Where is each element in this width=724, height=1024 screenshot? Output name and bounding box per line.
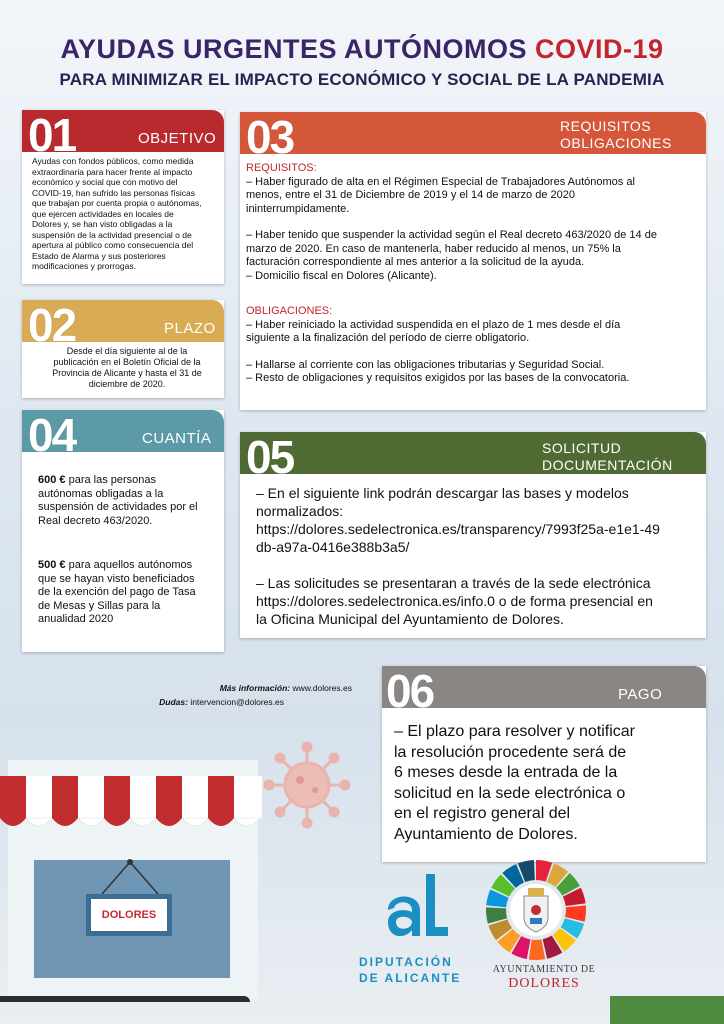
shop-sign-inner xyxy=(91,899,167,931)
shop-sign-text: DOLORES xyxy=(101,909,157,921)
obligaciones-heading: OBLIGACIONES: xyxy=(246,305,333,317)
text-line: que trabajan por cuenta propia o autónomas, xyxy=(32,198,202,208)
card-pago-label: PAGO xyxy=(618,686,663,703)
sign-string-icon xyxy=(90,856,170,896)
text-line: facturación correspondiente al mes anterior a la solicitud de la ayuda. xyxy=(246,256,585,268)
text-line: de Mesas y Sillas para la xyxy=(38,599,161,612)
card-plazo-label: PLAZO xyxy=(164,320,216,337)
card-requisitos-body xyxy=(246,162,700,386)
info-doubts-email[interactable]: intervencion@dolores.es xyxy=(190,697,284,707)
text-line: 6 meses desde la entrada de la xyxy=(394,764,618,781)
text-line: Ayudas con fondos públicos, como medida xyxy=(32,156,194,166)
text-line: suspensión de actividades por el xyxy=(38,501,198,513)
card-solicitud-number: 05 xyxy=(246,431,294,483)
diputacion-line2: DE ALICANTE xyxy=(359,971,462,985)
text-line: Ayuntamiento de Dolores. xyxy=(394,825,578,843)
card-objetivo-label: OBJETIVO xyxy=(138,130,217,147)
card-requisitos-number: 03 xyxy=(246,111,294,163)
ayto-text-line2: DOLORES xyxy=(508,976,580,991)
text-line: – Domicilio fiscal en Dolores (Alicante). xyxy=(246,269,437,282)
label-line: SOLICITUD xyxy=(542,440,622,456)
text-line: – Haber tenido que suspender la actividad según el Real decreto 463/2020 de 14 de xyxy=(246,229,657,241)
ayto-text-line1: AYUNTAMIENTO DE xyxy=(492,964,596,975)
text-line: anualidad 2020 xyxy=(38,613,114,625)
sdg-wheel-icon xyxy=(484,858,588,962)
text-line: diciembre de 2020. xyxy=(88,379,166,389)
text-line: económico y social que con motivo del xyxy=(32,177,178,187)
label-line: DOCUMENTACIÓN xyxy=(542,457,673,473)
text-line: autónomas obligadas a la xyxy=(38,487,164,500)
link-line[interactable]: https://dolores.sedelectronica.es/info.0 o de forma presencial en xyxy=(256,593,653,609)
link-line[interactable]: db-a97a-0416e388b3a5/ xyxy=(256,539,410,555)
card-plazo xyxy=(22,300,224,398)
card-solicitud-label xyxy=(542,440,673,474)
text-line: solicitud en la sede electrónica o xyxy=(394,784,626,802)
text-line: – Hallarse al corriente con las obligaciones tributarias y Seguridad Social. xyxy=(246,358,605,371)
text-line: – Las solicitudes se presentaran a través de la sede electrónica xyxy=(256,575,651,591)
text-line: – Haber reiniciado la actividad suspendida en el plazo de 1 mes desde el día xyxy=(246,318,621,331)
amount-500: 500 € xyxy=(38,559,66,571)
text-line: Desde el día siguiente al de la xyxy=(66,346,188,356)
text-line: normalizados: xyxy=(256,503,344,519)
card-requisitos xyxy=(240,112,706,410)
text-line: en el registro general del xyxy=(394,805,571,822)
text-line: – El plazo para resolver y notificar xyxy=(394,723,635,740)
text-line: apertura al público como consecuencia del xyxy=(32,240,194,250)
footer-dark-bar xyxy=(0,996,250,1002)
text-line: ininterrumpidamente. xyxy=(246,202,350,215)
shop-illustration xyxy=(0,760,262,1000)
card-requisitos-label xyxy=(560,118,672,152)
ayuntamiento-logo xyxy=(476,858,606,994)
shop-awning-icon xyxy=(0,776,262,836)
text-line: modificaciones y prorrogas. xyxy=(32,261,136,271)
requisitos-heading: REQUISITOS: xyxy=(246,162,317,174)
title-covid: COVID-19 xyxy=(535,34,664,64)
sdg-segment xyxy=(529,939,545,960)
shop-sign xyxy=(86,894,172,936)
card-objetivo xyxy=(22,110,224,284)
text-line: – En el siguiente link podrán descargar las bases y modelos xyxy=(256,485,629,501)
amount-600: 600 € xyxy=(38,474,66,486)
text-line: la Oficina Municipal del Ayuntamiento de Dolores. xyxy=(256,611,564,627)
text-line: COVID-19, han sufrido las personas físicas xyxy=(32,187,195,198)
text-line: de la exención del pago de Tasa xyxy=(38,586,196,598)
card-plazo-number: 02 xyxy=(28,299,76,351)
text-line: – Resto de obligaciones y requisitos exigidos por las bases de la convocatoria. xyxy=(246,372,630,384)
card-cuantia-label: CUANTÍA xyxy=(142,430,212,447)
card-cuantia xyxy=(22,410,224,652)
card-cuantia-body xyxy=(38,474,220,627)
text-line: extraordinaria para hacer frente al impacto xyxy=(32,166,193,177)
text-line: que se hayan visto beneficiados xyxy=(38,572,195,585)
info-more-link[interactable]: www.dolores.es xyxy=(292,683,352,693)
card-solicitud xyxy=(240,432,706,638)
text-line: Estado de Alarma y sus posteriores xyxy=(32,250,166,261)
card-plazo-body xyxy=(36,346,218,390)
label-line: OBLIGACIONES xyxy=(560,135,672,151)
card-cuantia-number: 04 xyxy=(28,409,76,461)
contact-info xyxy=(100,683,352,707)
diputacion-line1: DIPUTACIÓN xyxy=(359,955,453,969)
page-subtitle: PARA MINIMIZAR EL IMPACTO ECONÓMICO Y SOCIAL DE LA PANDEMIA xyxy=(59,70,665,89)
text-line: – Haber figurado de alta en el Régimen Especial de Trabajadores Autónomos al xyxy=(246,175,635,188)
text-line: Dolores y, se han visto obligadas a la xyxy=(32,219,173,229)
text-line: siguiente a la finalización del período de cierre obligatorio. xyxy=(246,332,530,344)
text-line: menos, entre el 31 de Diciembre de 2019 y el 14 de marzo de 2020 xyxy=(246,189,575,201)
info-doubts-label: Dudas: xyxy=(159,697,188,707)
title-main: AYUDAS URGENTES AUTÓNOMOS xyxy=(60,34,527,64)
text-line: Provincia de Alicante y hasta el 31 de xyxy=(52,368,202,378)
card-pago xyxy=(382,666,706,862)
text-fragment: para aquellos autónomos xyxy=(65,559,193,571)
link-line[interactable]: https://dolores.sedelectronica.es/transparency/7993f25a-e1e1-49 xyxy=(256,521,660,537)
text-line: Real decreto 463/2020. xyxy=(38,514,153,527)
card-objetivo-body xyxy=(32,156,218,272)
info-doubts xyxy=(100,697,352,707)
text-fragment: para las personas xyxy=(65,474,157,486)
text-line: que ejercen actividades en locales de xyxy=(32,208,174,219)
card-solicitud-body xyxy=(256,484,700,628)
diputacion-logo-icon xyxy=(380,870,450,942)
footer-green-bar xyxy=(610,996,724,1024)
diputacion-logo xyxy=(355,868,475,998)
text-line: marzo de 2020. En caso de mantenerla, haber reducido al menos, un 75% la xyxy=(246,242,621,255)
card-pago-number: 06 xyxy=(386,665,434,717)
card-pago-body xyxy=(394,722,700,845)
diputacion-text xyxy=(359,954,475,986)
text-line xyxy=(38,474,220,488)
info-more xyxy=(100,683,352,693)
text-line xyxy=(38,559,220,573)
info-more-label: Más información: xyxy=(219,683,291,693)
text-line: la resolución procedente será de xyxy=(394,743,627,761)
text-line: suspensión de la actividad presencial o de xyxy=(32,229,192,240)
page-title xyxy=(0,34,724,65)
text-line: publicación en el Boletín Oficial de la xyxy=(53,357,201,367)
virus-icon xyxy=(262,740,352,830)
label-line: REQUISITOS xyxy=(560,118,652,134)
card-objetivo-number: 01 xyxy=(28,109,76,161)
